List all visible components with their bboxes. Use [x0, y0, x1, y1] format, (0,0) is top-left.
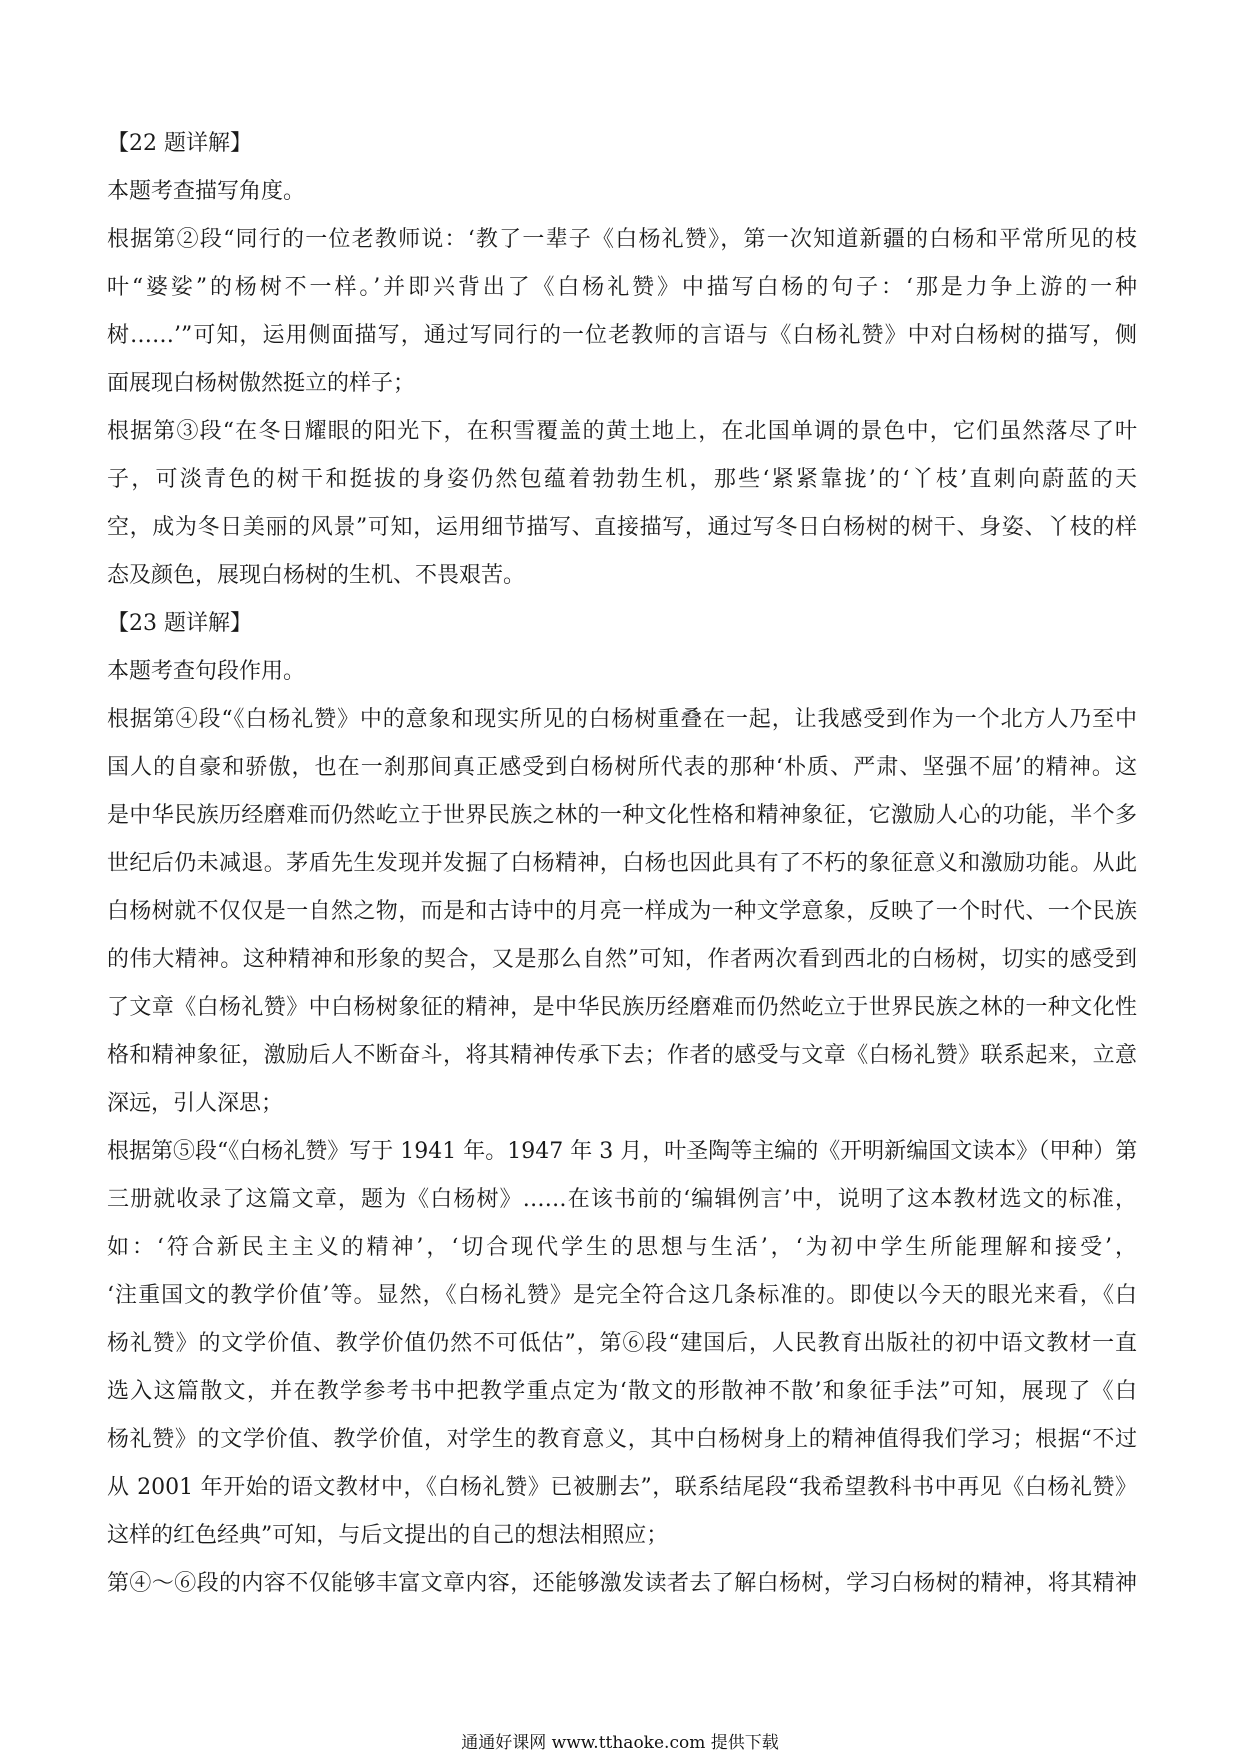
section-22: [107, 120, 1137, 600]
text-line: 从 2001 年开始的语文教材中，《白杨礼赞》已被删去”，联系结尾段“我希望教科书中再见《白杨礼赞》: [107, 1475, 1137, 1500]
text-line: 三册就收录了这篇文章，题为《白杨树》……在该书前的‘编辑例言’中，说明了这本教材选文的标准，: [107, 1187, 1137, 1212]
text-line: 杨礼赞》的文学价值、教学价值仍然不可低估”，第⑥段“建国后，人民教育出版社的初中语文教材一直: [107, 1331, 1137, 1356]
text-line: 杨礼赞》的文学价值、教学价值，对学生的教育意义，其中白杨树身上的精神值得我们学习；根据“不过: [107, 1427, 1137, 1452]
paragraph: [107, 1128, 1137, 1560]
section-summary: 本题考查句段作用。: [107, 659, 306, 684]
text-line: 是中华民族历经磨难而仍然屹立于世界民族之林的一种文化性格和精神象征，它激励人心的功能，半个多: [107, 803, 1137, 828]
text-line: ‘注重国文的教学价值’等。显然，《白杨礼赞》是完全符合这几条标准的。即使以今天的眼光来看，《白: [107, 1283, 1137, 1308]
text-line: 深远，引人深思；: [107, 1091, 284, 1116]
text-line: 如：‘符合新民主主义的精神’，‘切合现代学生的思想与生活’，‘为初中学生所能理解和接受’，: [107, 1235, 1137, 1260]
paragraph: [107, 408, 1137, 600]
section-heading: 【22 题详解】: [107, 131, 252, 156]
paragraph: [107, 696, 1137, 1128]
text-line: 这样的红色经典”可知，与后文提出的自己的想法相照应；: [107, 1523, 669, 1548]
text-line: 子，可淡青色的树干和挺拔的身姿仍然包蕴着勃勃生机，那些‘紧紧靠拢’的‘丫枝’直刺向蔚蓝的天: [107, 467, 1137, 492]
text-line: 选入这篇散文，并在教学参考书中把教学重点定为‘散文的形散神不散’和象征手法”可知，展现了《白: [107, 1379, 1137, 1404]
text-line: 态及颜色，展现白杨树的生机、不畏艰苦。: [107, 563, 526, 588]
text-line: 根据第④段“《白杨礼赞》中的意象和现实所见的白杨树重叠在一起，让我感受到作为一个北方人乃至中: [107, 707, 1137, 732]
text-line: 格和精神象征，激励后人不断奋斗，将其精神传承下去；作者的感受与文章《白杨礼赞》联系起来，立意: [107, 1043, 1137, 1068]
text-line: 根据第②段“同行的一位老教师说：‘教了一辈子《白杨礼赞》，第一次知道新疆的白杨和平常所见的枝: [107, 227, 1137, 252]
section-23: [107, 600, 1137, 1608]
text-line: 世纪后仍未减退。茅盾先生发现并发掘了白杨精神，白杨也因此具有了不朽的象征意义和激励功能。从此: [107, 851, 1137, 876]
text-line: 面展现白杨树傲然挺立的样子；: [107, 371, 416, 396]
text-line: 第④～⑥段的内容不仅能够丰富文章内容，还能够激发读者去了解白杨树，学习白杨树的精神，将其精神: [107, 1571, 1137, 1596]
document-body: [107, 120, 1137, 1608]
text-line: 了文章《白杨礼赞》中白杨树象征的精神，是中华民族历经磨难而仍然屹立于世界民族之林的一种文化性: [107, 995, 1137, 1020]
page-footer: 通通好课网 www.tthaoke.com 提供下载: [461, 1733, 779, 1753]
section-summary: 本题考查描写角度。: [107, 179, 306, 204]
text-line: 根据第⑤段“《白杨礼赞》写于 1941 年。1947 年 3 月，叶圣陶等主编的《开明新编国文读本》（甲种）第: [107, 1139, 1137, 1164]
section-heading: 【23 题详解】: [107, 611, 252, 636]
text-line: 根据第③段“在冬日耀眼的阳光下，在积雪覆盖的黄土地上，在北国单调的景色中，它们虽然落尽了叶: [107, 419, 1137, 444]
text-line: 国人的自豪和骄傲，也在一刹那间真正感受到白杨树所代表的那种‘朴质、严肃、坚强不屈’的精神。这: [107, 755, 1137, 780]
text-line: 空，成为冬日美丽的风景”可知，运用细节描写、直接描写，通过写冬日白杨树的树干、身姿、丫枝的样: [107, 515, 1137, 540]
text-line: 叶“婆娑”的杨树不一样。’并即兴背出了《白杨礼赞》中描写白杨的句子：‘那是力争上游的一种: [107, 275, 1137, 300]
text-line: 白杨树就不仅仅是一自然之物，而是和古诗中的月亮一样成为一种文学意象，反映了一个时代、一个民族: [107, 899, 1137, 924]
paragraph: [107, 1560, 1137, 1608]
paragraph: [107, 216, 1137, 408]
text-line: 的伟大精神。这种精神和形象的契合，又是那么自然”可知，作者两次看到西北的白杨树，切实的感受到: [107, 947, 1137, 972]
text-line: 树……’”可知，运用侧面描写，通过写同行的一位老教师的言语与《白杨礼赞》中对白杨树的描写，侧: [107, 323, 1137, 348]
